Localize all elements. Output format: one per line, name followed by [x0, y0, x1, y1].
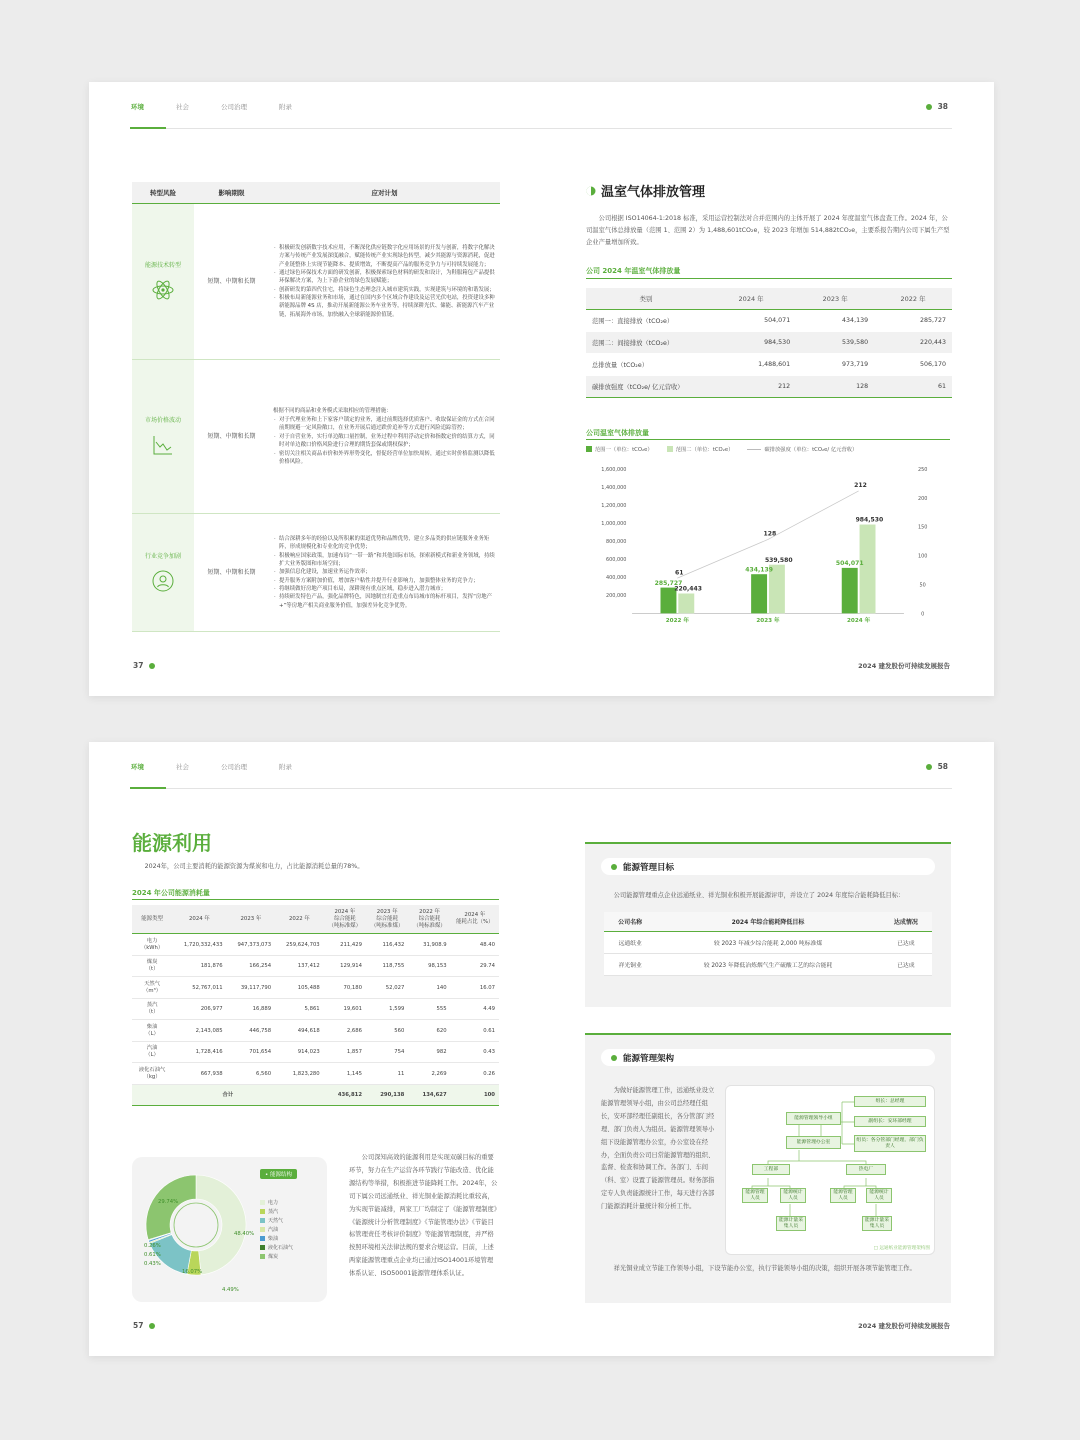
risk-header: 应对计划: [269, 182, 500, 204]
ghg-header: 2024 年: [706, 288, 796, 310]
target-paragraph: 公司能源管理重点企业远通纸业、祥光铜业积极开展能源评审，并设立了 2024 年度综合能耗降低目标：: [613, 892, 905, 899]
legend-swatch: [260, 1209, 265, 1214]
legend-item: 天然气: [260, 1217, 293, 1224]
dot-icon: [926, 764, 932, 770]
org-head: 组长：总经理: [854, 1096, 926, 1107]
table-row: 煤炭 （t） 181,876 166,254 137,412 129,914 118,755 98,153 29.74: [132, 955, 499, 977]
energy-header: 2023 年 综合能耗 （吨标准煤）: [366, 905, 408, 934]
architecture-paragraph-2: 祥光铜业成立节能工作领导小组，下设节能办公室，执行节能领导小组的决策，组织开展各项节能管理工作。: [613, 1265, 916, 1272]
table-row: 电力 （kWh） 1,720,332,433 947,373,073 259,624,703 211,429 116,432 31,908.9 48.40: [132, 934, 499, 956]
top-nav: [131, 762, 292, 771]
page-number-right: 38: [926, 102, 948, 111]
org-engineering-dept: 工程部: [752, 1164, 790, 1175]
nav-active-underline: [130, 787, 166, 789]
nav-active-underline: [130, 127, 166, 129]
list-item: · 密切关注相关商品市价和外界形势变化，督促经营单位加快周转，通过实时价格监测以降低价格风险。: [279, 450, 496, 467]
bar-scope2: [860, 525, 876, 614]
section-title-ghg: 温室气体排放管理: [586, 181, 705, 200]
nav-environment[interactable]: 环境: [131, 763, 144, 771]
legend-item: 柴油: [260, 1235, 293, 1242]
nav-social[interactable]: 社会: [176, 763, 189, 771]
table-row: [132, 514, 500, 632]
chart-title: 公司温室气体排放量: [586, 429, 649, 437]
ghg-header: 2023 年: [796, 288, 874, 310]
risk-plan-cell: [269, 204, 500, 360]
bar-scope2: [678, 593, 694, 613]
table-row: 柴油 （L） 2,143,085 446,758 494,618 2,686 560 620 0.61: [132, 1020, 499, 1042]
intensity-label: 212: [854, 482, 867, 490]
energy-header: 2022 年: [275, 905, 324, 934]
page-title: 能源利用: [132, 831, 212, 855]
risk-type-cell: 行业竞争加剧: [132, 514, 194, 632]
list-item: · 积极研发创新数字技术应用，不断深化供应链数字化应用场景的开发与创新，将数字化解决方案与传统产业发展深度融合，赋能传统产业实现绿色转型，减少其能源与资源消耗，促进产业链整体上实现节能降本、提质增效，不断提高产品的服务竞争力与可持续发展能力；: [279, 244, 496, 269]
donut-label: 0.43%: [144, 1261, 161, 1267]
org-office: 能源管理办公室: [786, 1136, 841, 1149]
energy-table-title: 2024 年公司能源消耗量: [132, 889, 210, 897]
legend-item: 范围一（单位：tCO₂e）: [586, 445, 653, 453]
energy-target-panel: [585, 842, 951, 1007]
ghg-table-title: 公司 2024 年温室气体排放量: [586, 267, 681, 275]
donut-legend: [260, 1199, 293, 1262]
org-node: 能源管理人员: [742, 1188, 768, 1203]
transition-risk-table: [132, 182, 500, 632]
nav-environment[interactable]: 环境: [131, 103, 144, 111]
legend-item: 范围二（单位：tCO₂e）: [667, 445, 734, 453]
list-item: · 持续研发特色产品，强化品牌特色，因地制宜打造重点布局城市的标杆项目，发挥“房地产 +”等房地产相关商业服务价值，加强差异化竞争优势。: [279, 593, 496, 610]
intensity-label: 61: [675, 569, 684, 577]
page-number-left: 37: [133, 661, 155, 670]
list-item: · 对于代理业务和上下家客户锁定的业务，通过前期选择优质客户、收取保证金的方式在合同前期规避一定风险敞口，在业务开展后通过跌价追补等方式进行风险追踪管控；: [279, 416, 496, 433]
panel-title: 能源管理架构: [601, 1049, 935, 1066]
list-item: · 通过绿色环保技术方面的研发创新，积极探索绿色材料的研发和设计，为鞋服箱包产品提供环保解决方案，为上下游企业的绿色发展赋能；: [279, 269, 496, 286]
table-row: 范围二：间接排放（tCO₂e） 984,530 539,580 220,443: [586, 332, 952, 354]
donut-slice-煤炭: [146, 1175, 196, 1240]
ghg-header: 类别: [586, 288, 706, 310]
donut-label: 0.61%: [144, 1252, 161, 1258]
ghg-table: [586, 288, 952, 398]
list-item: · 对于自营业务，实行单边敞口量控制，业务过程中利用浮动定价和指数定价的结算方式，同时对单边敞口价格风险进行合理的期货套保或期权保护；: [279, 433, 496, 450]
org-vice-head: 副组长：安环部经理: [854, 1116, 926, 1127]
legend-swatch: [260, 1254, 265, 1259]
list-item: · 提升服务方案附加价值，增加客户粘性并提升行业影响力，加强整体业务的竞争力；: [279, 577, 496, 585]
top-nav: [131, 102, 292, 111]
table-row: 碳排放强度（tCO₂e/ 亿元营收） 212 128 61: [586, 376, 952, 398]
title-rule: [132, 899, 499, 900]
y-tick-label: 200,000: [605, 593, 627, 600]
bar-label-scope2: 220,443: [674, 585, 702, 593]
target-table: 公司名称 2024 年综合能耗降低目标 达成情况 远通纸业 较 2023 年减少综合能耗 2,000 吨标准煤 已达成 祥光铜业 较 2023 年降低冶炼烟气生产硫酸工艺的综合能耗 已达成: [604, 912, 932, 976]
bar-label-scope2: 539,580: [764, 556, 793, 564]
recycle-icon: [174, 1203, 218, 1247]
table-row: 祥光铜业 较 2023 年降低冶炼烟气生产硫酸工艺的综合能耗 已达成: [604, 953, 932, 975]
org-thermal-plant: 热电厂: [846, 1164, 886, 1175]
org-members: 组员：各分管部门经理、部门负责人: [854, 1135, 926, 1152]
nav-governance[interactable]: 公司治理: [221, 763, 247, 771]
intro-paragraph: 2024年，公司主要消耗的能源资源为煤炭和电力，占比能源消耗总量的78%。: [144, 863, 364, 870]
donut-title: • 能源结构: [260, 1169, 297, 1179]
energy-structure-card: [132, 1157, 327, 1302]
risk-header: 影响期限: [194, 182, 269, 204]
energy-paragraph: 公司深知高效的能源利用是实现双碳目标的重要环节，努力在生产运营各环节践行节能改造、优化能源结构等举措，积极推进节能降耗工作。2024年，公司下属公司远通纸业、祥光铜业能源消耗比重较高，为实现节能减排，两家工厂均制定了《能源管理制度》《能源统计分析管理制度》《节能管理办法》《节能目标管理责任考核评价制度》等能源管理制度，并严格按照环境相关法律法规的要求合规运营。目前，上述两家能源管理重点企业均已通过ISO14001环境管理体系认证、ISO50001能源管理体系认证。: [349, 1154, 498, 1278]
list-item: · 将继续做好房地产项目布局，深耕现有重点区域，稳步进入潜力城市；: [279, 585, 496, 593]
bar-label-scope1: 504,071: [835, 560, 864, 568]
leaf-icon: [586, 186, 596, 196]
legend-item: 汽油: [260, 1226, 293, 1233]
report-spread-1: [89, 82, 994, 696]
energy-consumption-table: [132, 905, 499, 1106]
risk-term-cell: 短期、中期和长期: [194, 204, 269, 360]
legend-item: 蒸汽: [260, 1208, 293, 1215]
list-item: · 加强信息化建设，加速业务运作效率；: [279, 568, 496, 576]
energy-header: 能源类型: [132, 905, 172, 934]
nav-divider: [130, 788, 952, 789]
atom-icon: [151, 278, 175, 302]
dot-icon: [611, 1055, 617, 1061]
legend-swatch: [260, 1236, 265, 1241]
donut-label: 29.74%: [158, 1199, 179, 1205]
x-tick-label: 2022 年: [665, 617, 689, 624]
org-node: 能源计量采集人员: [862, 1216, 892, 1231]
energy-header: 2024 年 综合能耗 （吨标准煤）: [324, 905, 366, 934]
table-row: 总排放量（tCO₂e） 1,488,601 973,719 506,170: [586, 354, 952, 376]
page-number-right: 58: [926, 762, 948, 771]
risk-plan-cell: [269, 514, 500, 632]
panel-title: 能源管理目标: [601, 858, 935, 875]
report-title: 2024 建发股份可持续发展报告: [858, 1322, 950, 1330]
title-rule: [586, 439, 950, 440]
legend-swatch: [260, 1245, 265, 1250]
table-row: 液化石油气 （kg） 667,938 6,560 1,823,280 1,145 11 2,269 0.26: [132, 1063, 499, 1085]
nav-divider: [130, 128, 952, 129]
ghg-paragraph: 公司根据 ISO14064-1:2018 标准，采用运营控制法对合并范围内的主体开展了 2024 年度温室气体盘查工作。2024 年，公司温室气体总排放量（范围 1、范围 2）为 1,488,601tCO₂e，较 2023 年增加 514,882tCO₂e，主要系报告期内公司下属生产型企业产量增加所致。: [586, 215, 950, 246]
bar-scope1: [751, 574, 767, 613]
list-item: · 结合深耕多年的经验以及所积累的渠道优势和品牌优势，建立多品类的供应链服务业务矩阵，形成规模化和专业化的竞争优势；: [279, 535, 496, 552]
y2-tick-label: 200: [917, 495, 928, 502]
y-tick-label: 1,600,000: [601, 466, 627, 473]
bar-scope1: [842, 568, 858, 613]
org-node: 能源计量采集人员: [776, 1216, 806, 1231]
y-tick-label: 800,000: [605, 539, 627, 546]
y-tick-label: 1,400,000: [601, 484, 627, 491]
x-tick-label: 2023 年: [756, 617, 780, 624]
y-tick-label: 600,000: [605, 557, 627, 564]
dot-icon: [926, 104, 932, 110]
energy-header: 2024 年 能耗占比（%）: [451, 905, 499, 934]
chart-legend: [586, 445, 857, 453]
x-tick-label: 2024 年: [847, 617, 871, 624]
org-node: 能源统计人员: [866, 1188, 892, 1203]
risk-header: 转型风险: [132, 182, 194, 204]
ghg-header: 2022 年: [874, 288, 952, 310]
donut-label: 0.26%: [144, 1243, 161, 1249]
y2-tick-label: 0: [921, 611, 925, 618]
price-trend-icon: [151, 433, 175, 457]
donut-label: 4.49%: [222, 1287, 239, 1293]
energy-header: 2022 年 综合能耗 （吨标准煤）: [408, 905, 450, 934]
bar-label-scope1: 434,139: [745, 566, 773, 574]
intensity-label: 128: [763, 530, 777, 538]
energy-header: 2023 年: [227, 905, 276, 934]
y-tick-label: 1,200,000: [601, 502, 627, 509]
donut-slice-电力: [196, 1175, 246, 1275]
y-tick-label: 1,000,000: [601, 521, 627, 528]
y2-tick-label: 100: [917, 553, 928, 560]
legend-swatch: [260, 1227, 265, 1232]
y2-tick-label: 50: [919, 582, 926, 589]
risk-term-cell: 短期、中期和长期: [194, 360, 269, 514]
donut-label: 48.40%: [234, 1231, 255, 1237]
total-row: 合计 436,812 290,138 134,627 100: [132, 1084, 499, 1106]
dot-icon: [149, 1323, 155, 1329]
legend-item: 碳排放强度（单位：tCO₂e/ 亿元营收）: [747, 445, 857, 453]
y-tick-label: 400,000: [605, 575, 627, 582]
energy-architecture-panel: [585, 1033, 951, 1303]
nav-appendix[interactable]: 附录: [279, 763, 292, 771]
title-rule: [586, 278, 952, 279]
org-chart: [725, 1085, 935, 1255]
legend-item: 液化石油气: [260, 1244, 293, 1251]
nav-governance[interactable]: 公司治理: [221, 103, 247, 111]
table-row: 汽油 （L） 1,728,416 701,654 914,023 1,857 754 982 0.43: [132, 1041, 499, 1063]
legend-swatch: [260, 1200, 265, 1205]
table-row: [132, 204, 500, 360]
bar-label-scope2: 984,530: [855, 516, 884, 524]
org-caption: □ 远通纸业能源管理架构图: [873, 1246, 930, 1251]
dot-icon: [149, 663, 155, 669]
architecture-paragraph: 为做好能源管理工作，远通纸业设立能源管理领导小组，由公司总经理任组长，安环部经理任副组长，各分管部门经理、部门负责人为组员。能源管理领导小组下设能源管理办公室，办公室设在经办，全面负责公司日常能源管理的组织、监督、检查和协调工作。各部门、车间（科、室）设置了能源管理员。财务部指定专人负责能源统计工作，每天进行各部门能源消耗计量统计和分析工作。: [601, 1087, 715, 1211]
report-spread-2: [89, 742, 994, 1356]
list-item: · 积极响应国家政策，加速布局“一带一路”和其他国际市场，探索新模式和新业务领域，持续扩大业务版图和市场空间；: [279, 552, 496, 569]
energy-header: 2024 年: [172, 905, 226, 934]
page-number-left: 57: [133, 1321, 155, 1330]
list-item: · 积极布局新能源业务和市场，通过在国内多个区域合作建设及运营光伏电站，投资建设多种新能源品牌 4S 店，推动开展新能源公务车业务等，持续深耕光伏、储能、新能源汽车产业链，拓展海外市场，加快融入全球新能源价值链。: [279, 294, 496, 319]
risk-type-cell: 能源技术转型: [132, 204, 194, 360]
nav-appendix[interactable]: 附录: [279, 103, 292, 111]
org-leader-group: 能源管理领导小组: [786, 1112, 841, 1125]
risk-plan-cell: 根据不同的商品和业务模式采取相应的管理措施： · 对于代理业务和上下家客户锁定的业务，通过前期选择优质客户、收取保证金的方式在合同前期规避一定风险敞口，在业务开展后通过跌价追补等方式进行风险追踪管控； · 对于自营业务，实行单边敞口量控制，业务过程中利用浮动定价和指数定价的结算方式，同时对单边敞口价格风险进行合理的期货套保或期权保护； · 密切关注相关商品市价和外界形势变化，督促经营单位加快周转，通过实时价格监测以降低价格风险。: [269, 360, 500, 514]
table-row: 天然气 （m³） 52,767,011 39,117,790 105,488 70,180 52,027 140 16.07: [132, 977, 499, 999]
table-row: 蒸汽 （t） 206,977 16,889 5,861 19,601 1,599 555 4.49: [132, 998, 499, 1020]
table-row: 范围一：直接排放（tCO₂e） 504,071 434,139 285,727: [586, 310, 952, 332]
list-item: · 创新研发的第四代住宅，将绿色生态理念注入城市建筑实践，实现建筑与环境的和谐发展；: [279, 286, 496, 294]
risk-term-cell: 短期、中期和长期: [194, 514, 269, 632]
ghg-bar-chart: [583, 454, 953, 634]
y2-tick-label: 150: [917, 524, 928, 531]
risk-type-cell: 市场价格波动: [132, 360, 194, 514]
energy-donut-chart: [134, 1163, 259, 1298]
table-row: [132, 360, 500, 514]
nav-social[interactable]: 社会: [176, 103, 189, 111]
legend-swatch: [260, 1218, 265, 1223]
legend-item: 电力: [260, 1199, 293, 1206]
org-node: 能源管理人员: [830, 1188, 856, 1203]
dot-icon: [611, 864, 617, 870]
legend-item: 煤炭: [260, 1253, 293, 1260]
y2-tick-label: 250: [917, 466, 928, 473]
donut-label: 16.07%: [182, 1269, 203, 1275]
org-node: 能源统计人员: [780, 1188, 806, 1203]
report-title: 2024 建发股份可持续发展报告: [858, 662, 950, 670]
table-row: 远通纸业 较 2023 年减少综合能耗 2,000 吨标准煤 已达成: [604, 931, 932, 953]
competition-icon: [151, 569, 175, 593]
bar-label-scope1: 285,727: [654, 579, 683, 587]
